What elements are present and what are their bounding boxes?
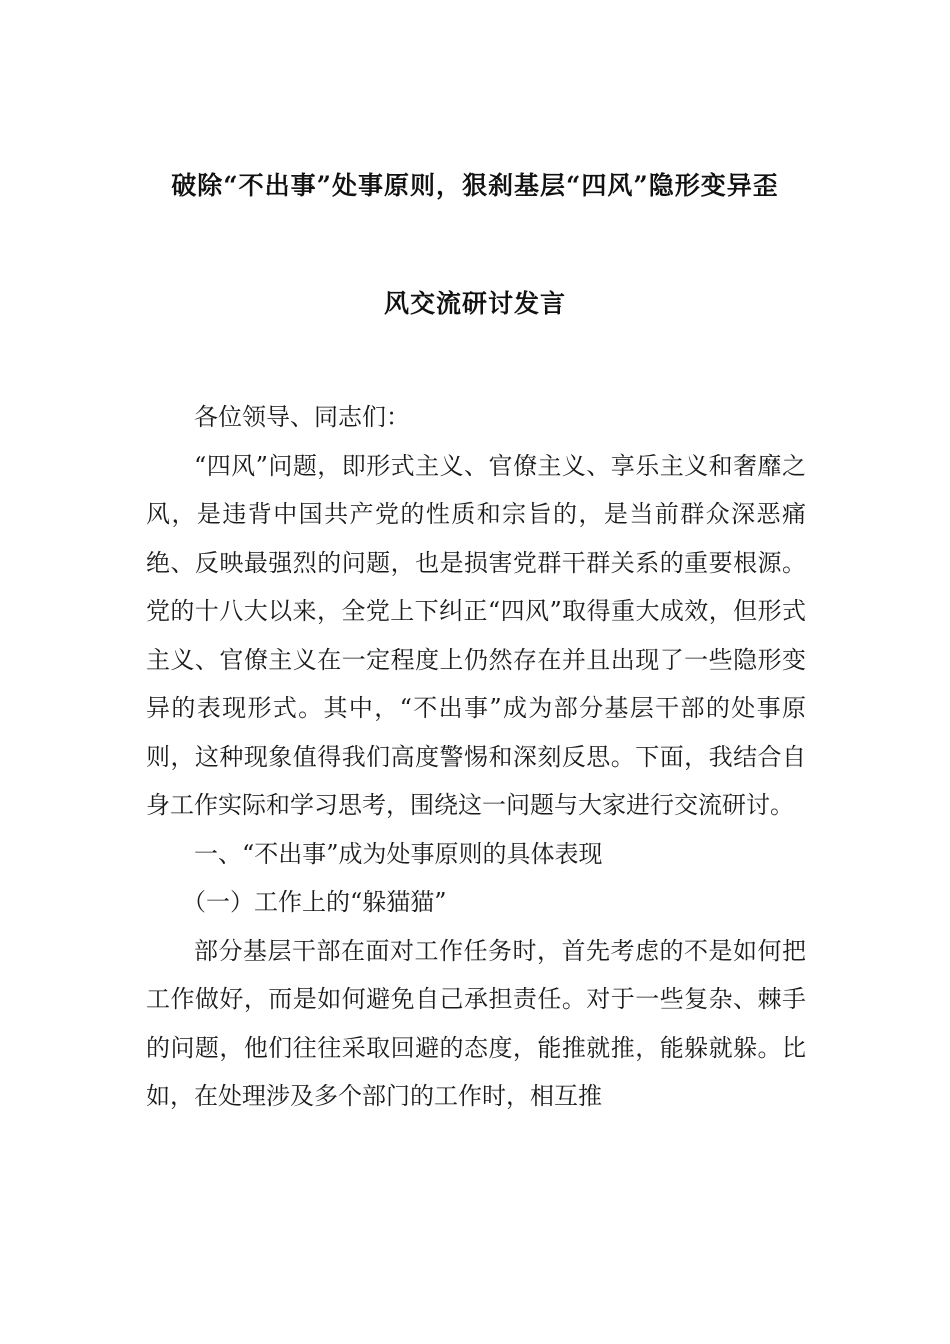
subsection-heading: （一）工作上的“躲猫猫” bbox=[182, 888, 447, 916]
document-title-line-1: 破除“不出事”处事原则，狠刹基层“四风”隐形变异歪 bbox=[171, 171, 779, 200]
body-paragraph: 部分基层干部在面对工作任务时，首先考虑的不是如何把工作做好，而是如何避免自己承担责任。对于一些复杂、棘手的问题，他们往往采取回避的态度，能推就推，能躲就躲。比如，在处理涉及多个部门的工作时，相互推 bbox=[146, 936, 806, 1110]
document-body bbox=[146, 393, 806, 1121]
intro-paragraph: “四风”问题，即形式主义、官僚主义、享乐主义和奢靡之风，是违背中国共产党的性质和宗旨的，是当前群众深恶痛绝、反映最强烈的问题，也是损害党群干群关系的重要根源。党的十八大以来，全党上下纠正“四风”取得重大成效，但形式主义、官僚主义在一定程度上仍然存在并且出现了一些隐形变异的表现形式。其中，“不出事”成为部分基层干部的处事原则，这种现象值得我们高度警惕和深刻反思。下面，我结合自身工作实际和学习思考，围绕这一问题与大家进行交流研讨。 bbox=[146, 451, 806, 819]
salutation: 各位领导、同志们： bbox=[194, 403, 410, 431]
section-heading: 一、“不出事”成为处事原则的具体表现 bbox=[194, 839, 603, 868]
document-title-line-2: 风交流研讨发言 bbox=[383, 289, 566, 318]
